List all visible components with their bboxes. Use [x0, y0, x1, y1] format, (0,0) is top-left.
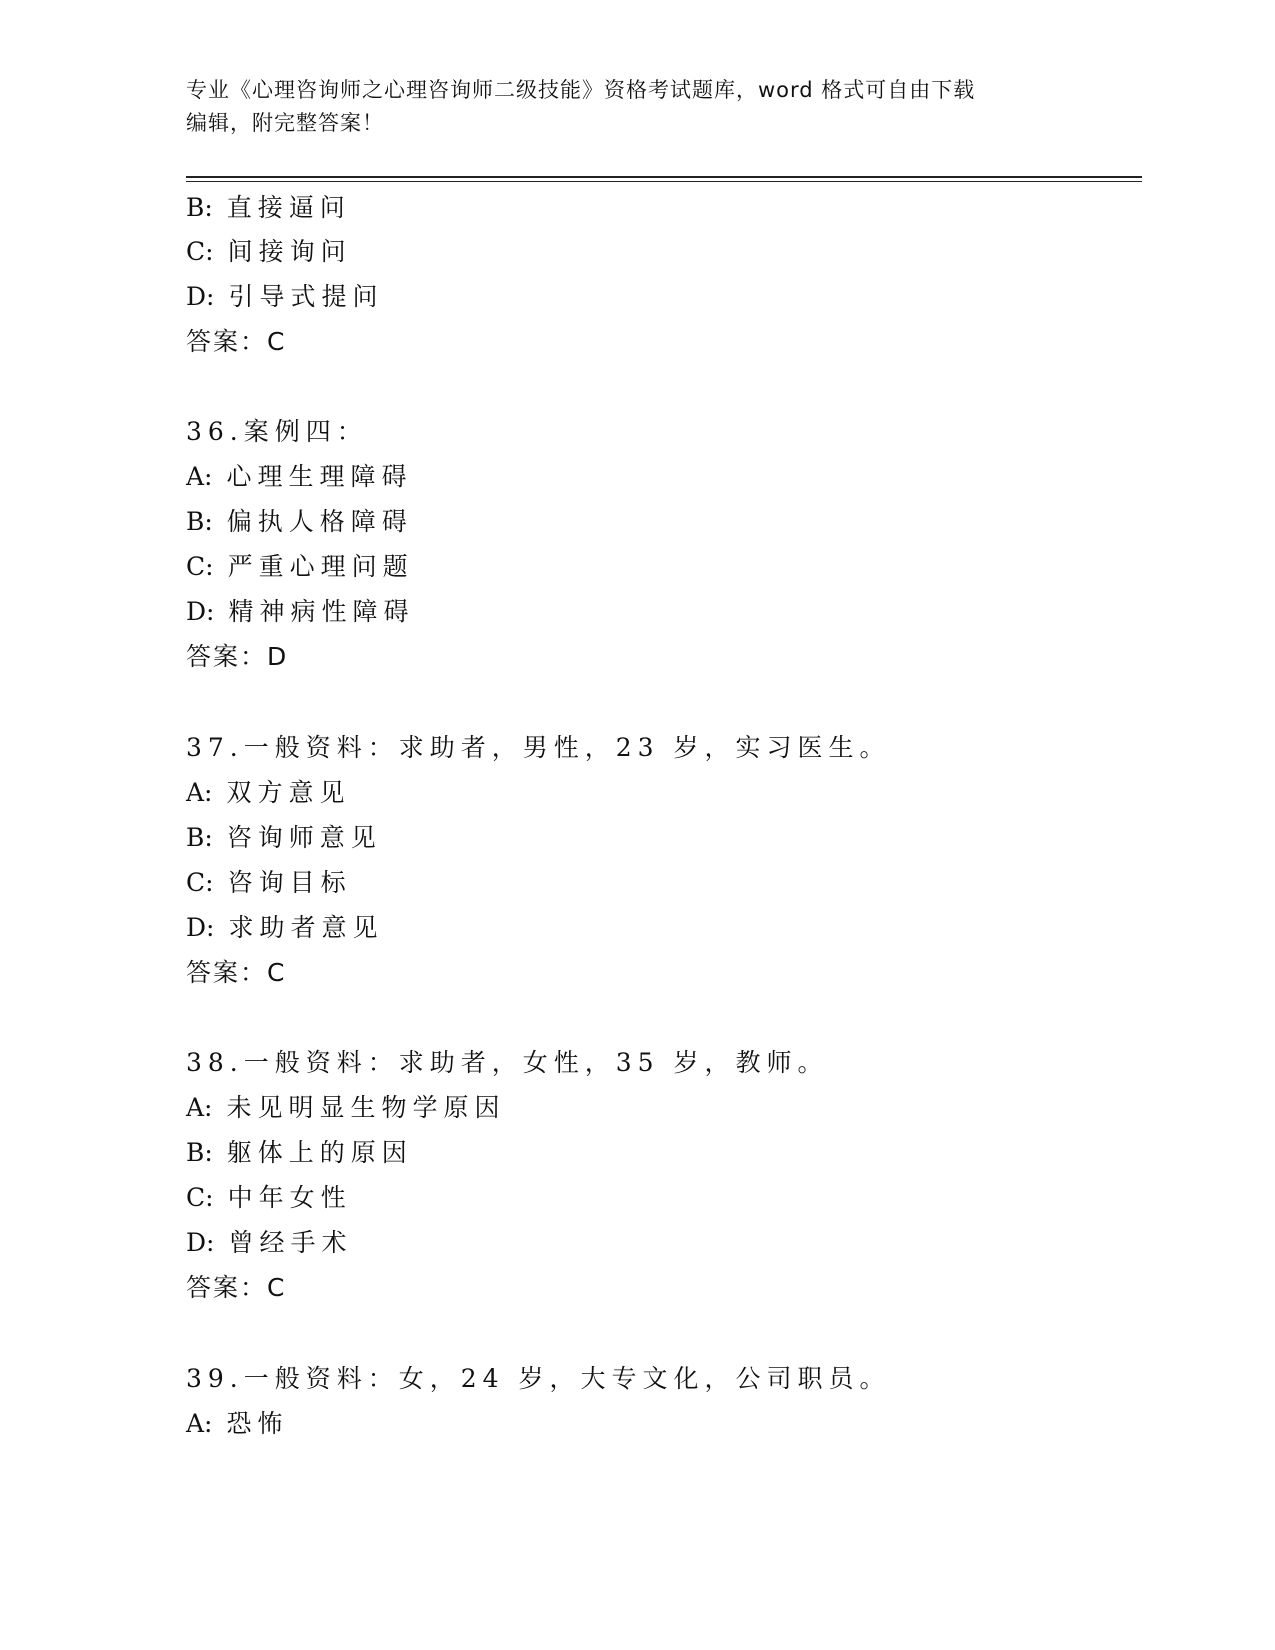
- option-prefix: B:: [186, 507, 213, 536]
- option-text: 双方意见: [226, 778, 351, 807]
- q37-option-a: [186, 776, 351, 810]
- option-prefix: D:: [186, 282, 215, 311]
- q37-option-d: [186, 911, 383, 945]
- option-prefix: B:: [186, 193, 213, 222]
- q37-answer: 答案：C: [186, 958, 287, 987]
- option-prefix: C:: [186, 868, 214, 897]
- document-header: [186, 74, 1086, 140]
- option-text: 心理生理障碍: [226, 462, 413, 491]
- q37-option-b: [186, 821, 382, 855]
- q36-answer: 答案：D: [186, 642, 289, 671]
- header-line-2: 编辑，附完整答案！: [186, 111, 384, 135]
- q39-stem: 39.一般资料：女，24 岁，大专文化，公司职员。: [186, 1364, 891, 1393]
- option-text: 严重心理问题: [227, 552, 414, 581]
- option-prefix: C:: [186, 237, 214, 266]
- q36-option-b: [186, 505, 413, 539]
- header-divider-thin: [186, 181, 1142, 182]
- option-text: 引导式提问: [228, 282, 384, 311]
- header-divider-thick: [186, 176, 1142, 178]
- q38-option-b: [186, 1136, 413, 1170]
- header-line-1: 专业《心理咨询师之心理咨询师二级技能》资格考试题库，word 格式可自由下载: [186, 78, 976, 102]
- option-text: 直接逼问: [226, 193, 351, 222]
- q36-option-a: [186, 460, 413, 494]
- q36-option-d: [186, 595, 414, 629]
- option-text: 间接询问: [227, 237, 352, 266]
- q35-answer: 答案：C: [186, 327, 287, 356]
- q35-option-d: [186, 280, 383, 314]
- q38-option-a: [186, 1091, 506, 1125]
- option-prefix: D:: [186, 913, 215, 942]
- option-text: 中年女性: [227, 1183, 352, 1212]
- q37-stem: 37.一般资料：求助者，男性，23 岁，实习医生。: [186, 733, 891, 762]
- option-prefix: A:: [186, 1409, 213, 1438]
- option-text: 恐怖: [226, 1409, 289, 1438]
- option-text: 偏执人格障碍: [226, 507, 413, 536]
- q38-option-c: [186, 1181, 352, 1215]
- q39-option-a: [186, 1407, 289, 1441]
- option-prefix: B:: [186, 1138, 213, 1167]
- q37-option-c: [186, 866, 352, 900]
- option-prefix: C:: [186, 1183, 214, 1212]
- option-text: 咨询目标: [227, 868, 352, 897]
- q35-option-c: [186, 235, 352, 269]
- option-prefix: A:: [186, 1093, 213, 1122]
- option-prefix: D:: [186, 1228, 215, 1257]
- option-text: 曾经手术: [228, 1228, 353, 1257]
- q38-option-d: [186, 1226, 352, 1260]
- option-text: 未见明显生物学原因: [226, 1093, 506, 1122]
- q36-stem: 36.案例四：: [186, 417, 368, 446]
- option-prefix: A:: [186, 778, 213, 807]
- option-text: 求助者意见: [228, 913, 384, 942]
- option-text: 咨询师意见: [226, 823, 382, 852]
- q36-option-c: [186, 550, 414, 584]
- option-prefix: C:: [186, 552, 214, 581]
- q35-option-b: [186, 191, 351, 225]
- q38-stem: 38.一般资料：求助者，女性，35 岁，教师。: [186, 1048, 829, 1077]
- option-text: 躯体上的原因: [226, 1138, 413, 1167]
- option-text: 精神病性障碍: [228, 597, 415, 626]
- q38-answer: 答案：C: [186, 1273, 287, 1302]
- option-prefix: D:: [186, 597, 215, 626]
- option-prefix: B:: [186, 823, 213, 852]
- option-prefix: A:: [186, 462, 213, 491]
